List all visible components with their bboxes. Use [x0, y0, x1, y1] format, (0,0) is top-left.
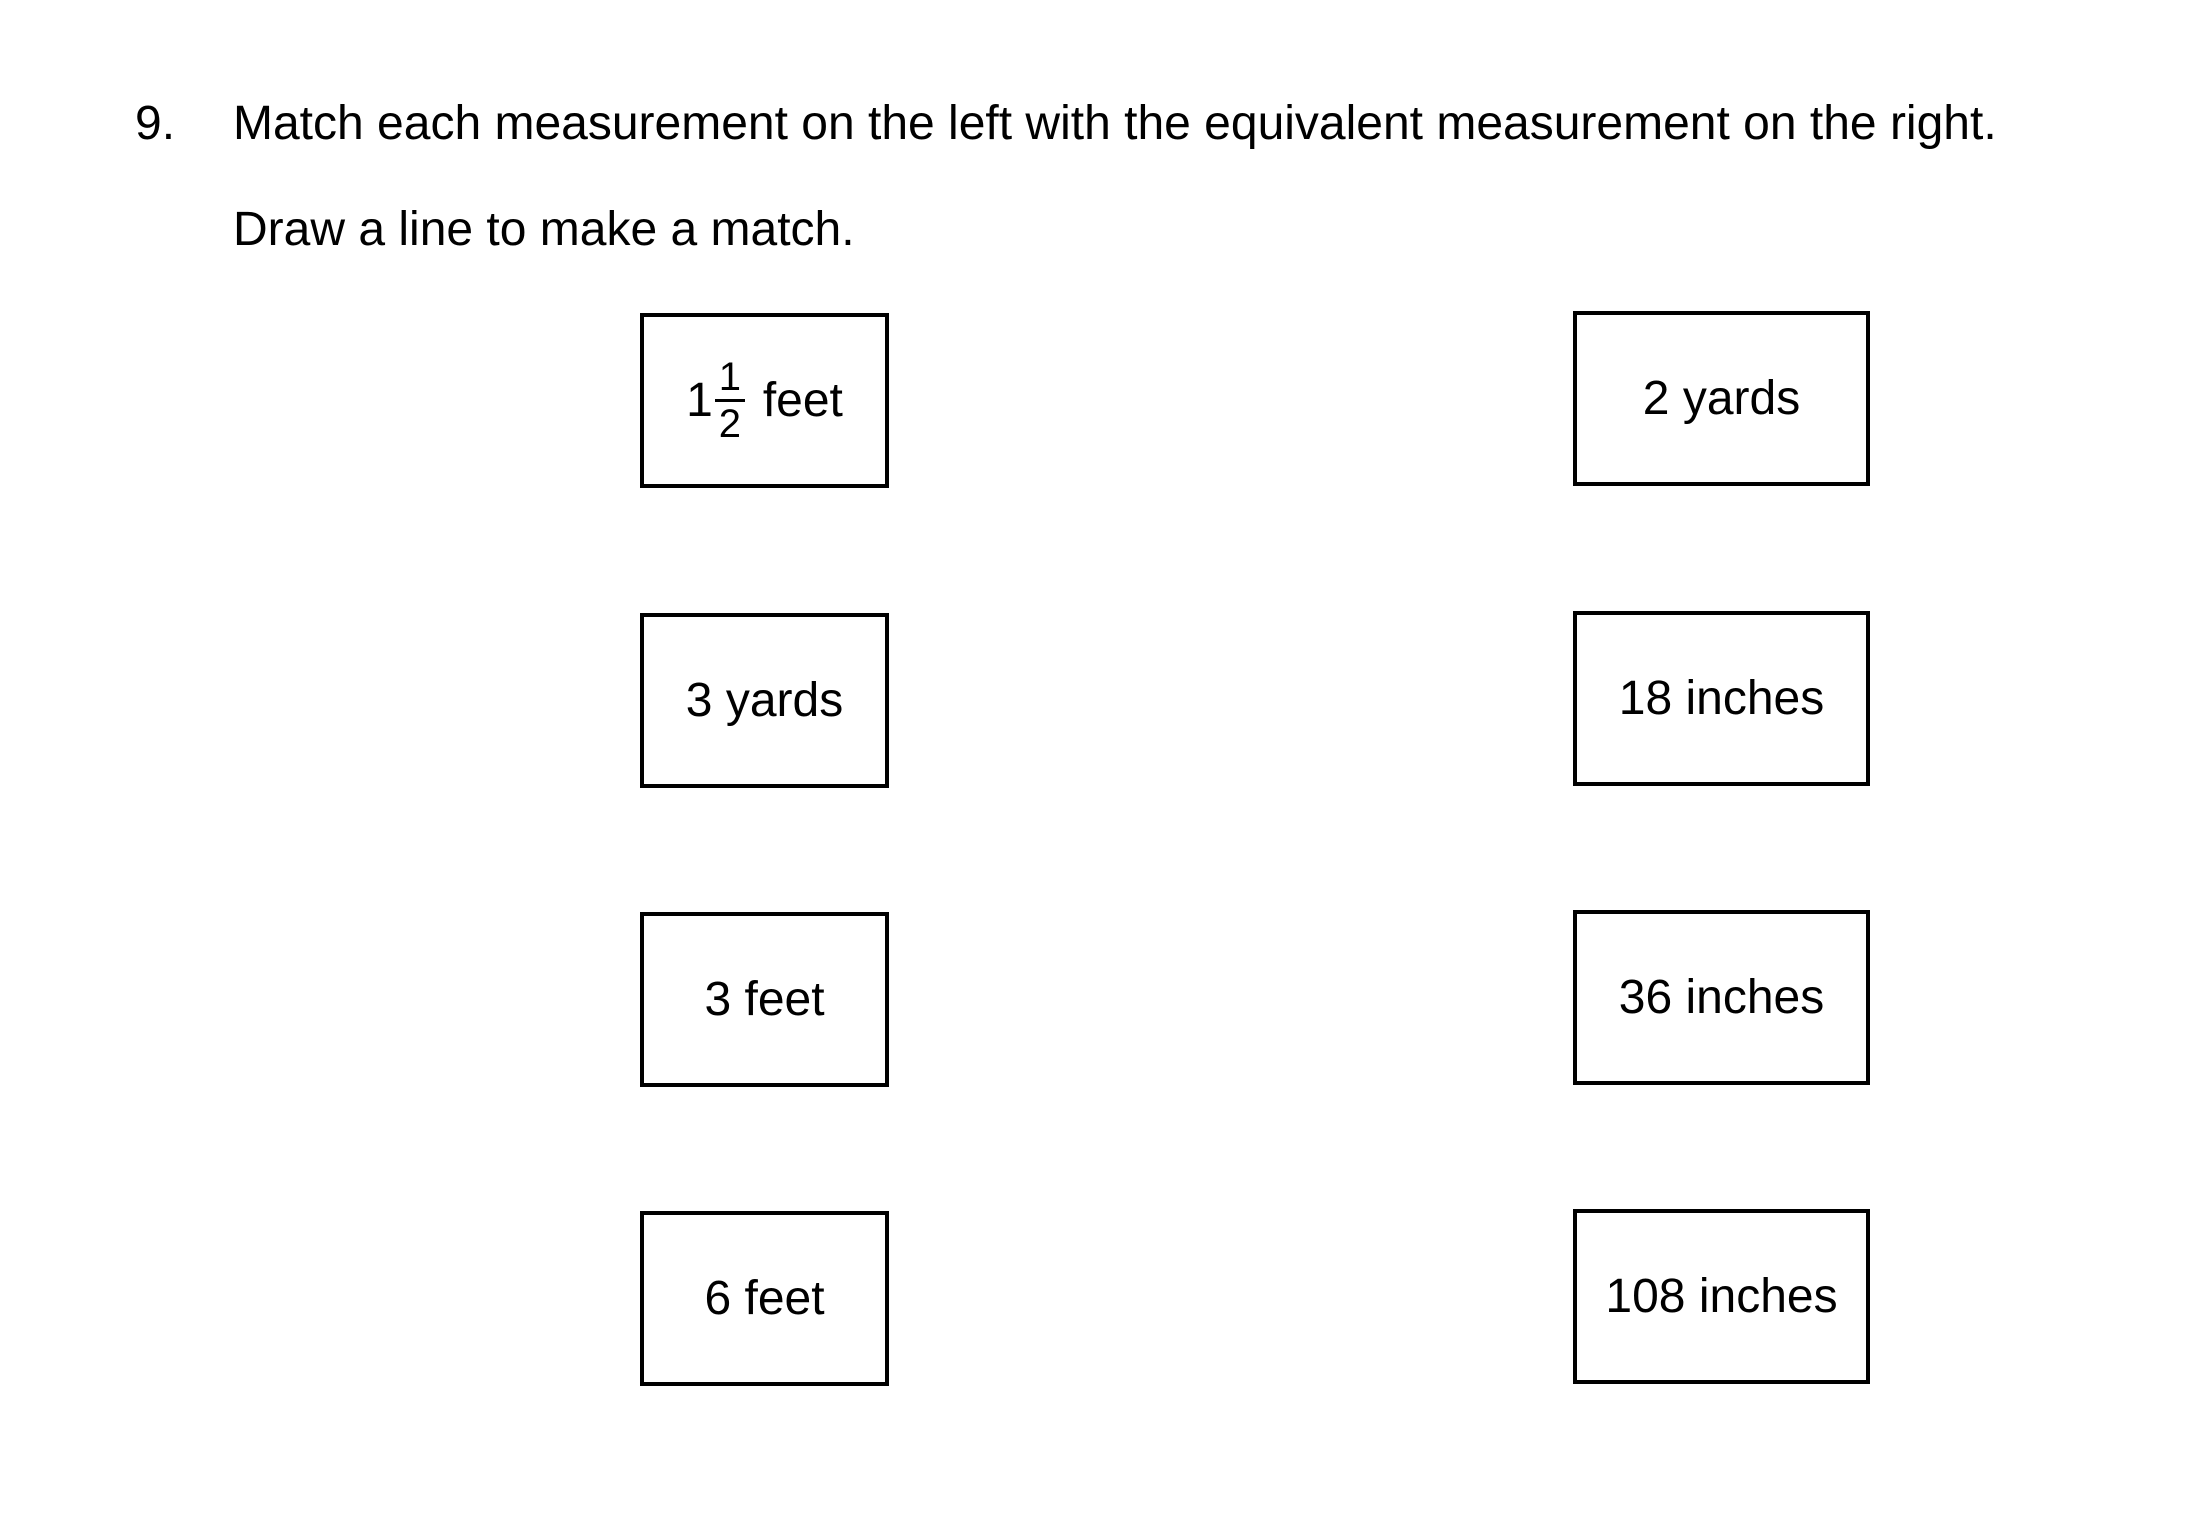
question-instruction: Draw a line to make a match. — [233, 203, 855, 256]
left-box-3[interactable] — [640, 912, 889, 1087]
whole-part: 1 — [686, 373, 713, 427]
right-box-2[interactable] — [1573, 611, 1870, 786]
question-prompt: Match each measurement on the left with the equivalent measurement on the right. — [233, 97, 1997, 150]
right-box-label: 36 inches — [1618, 970, 1825, 1024]
left-box-label: 3 feet — [704, 972, 825, 1026]
right-box-3[interactable] — [1573, 910, 1870, 1085]
fraction — [715, 357, 745, 444]
fraction-numerator: 1 — [718, 355, 741, 399]
question-number: 9. — [135, 97, 176, 150]
right-box-1[interactable] — [1573, 311, 1870, 486]
mixed-number — [686, 357, 843, 444]
left-box-4[interactable] — [640, 1211, 889, 1386]
left-box-label: 6 feet — [704, 1271, 825, 1325]
fraction-denominator: 2 — [718, 402, 741, 446]
right-box-4[interactable] — [1573, 1209, 1870, 1384]
right-box-label: 18 inches — [1618, 671, 1825, 725]
left-box-label: 3 yards — [685, 673, 844, 727]
left-box-1[interactable] — [640, 313, 889, 488]
right-box-label: 2 yards — [1642, 371, 1801, 425]
right-box-label: 108 inches — [1605, 1269, 1838, 1323]
unit-label: feet — [762, 373, 843, 427]
left-box-2[interactable] — [640, 613, 889, 788]
